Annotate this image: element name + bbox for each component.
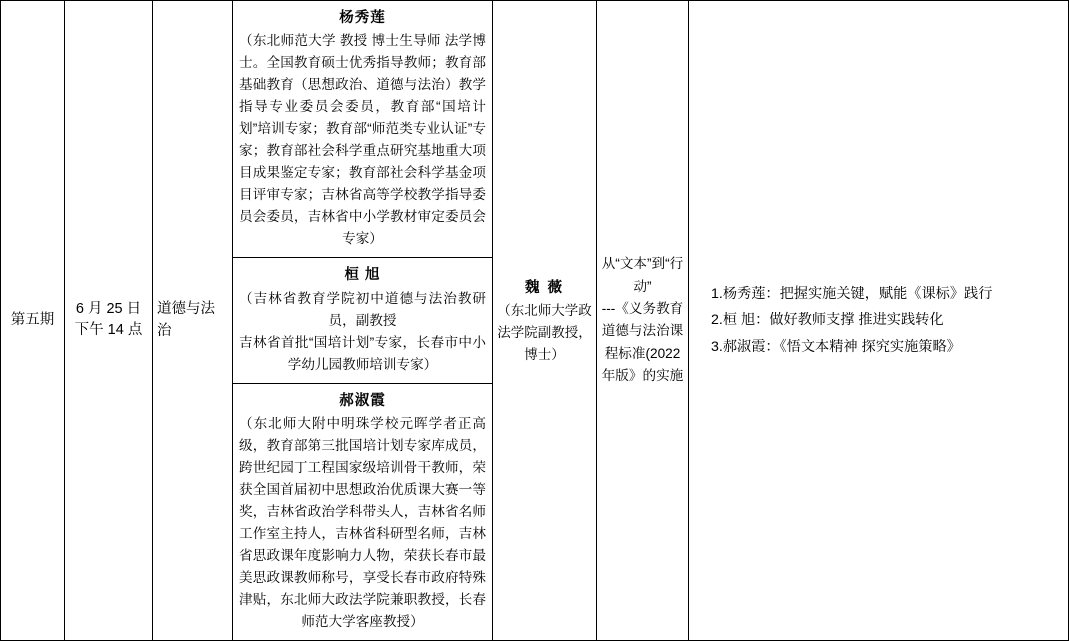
cell-period: [1, 1, 65, 641]
cell-topic: [597, 1, 689, 641]
expert-name: 郝淑霞: [339, 392, 386, 409]
host-name: 魏 薇: [524, 279, 565, 296]
expert-entry: [233, 1, 492, 258]
expert-entry: [233, 384, 492, 640]
cell-date: [65, 1, 153, 641]
expert-description: （东北师范大学 教授 博士生导师 法学博士。全国教育硕士优秀指导教师；教育部基础教育（思想政治、道德与法治）教学指导专业委员会委员，教育部“国培计划”培训专家；教育部“师范类专业认证”专家；教育部社会科学重点研究基地重大项目成果鉴定专家；教育部社会科学基金项目评审专家；吉林省高等学校教学指导委员会委员，吉林省中小学教材审定委员会专家）: [239, 33, 486, 247]
topic-text: 从“文本”到“行动” ---《义务教育道德与法治课程标准(2022 年版》的实施: [601, 256, 684, 384]
host-description: （东北师大学政法学院副教授，博士）: [497, 303, 592, 362]
cell-host: [493, 1, 597, 641]
detail-list: [693, 281, 1064, 360]
subject-label: 道德与法治: [157, 301, 215, 340]
cell-details: [689, 1, 1069, 641]
expert-name: 杨秀莲: [339, 10, 386, 26]
expert-entry: [233, 258, 492, 383]
cell-experts: [233, 1, 493, 641]
date-line-2: 下午 14 点: [74, 322, 143, 339]
date-line-1: 6 月 25 日: [75, 300, 142, 317]
expert-description: （吉林省教育学院初中道德与法治教研员，副教授 吉林省首批“国培计划”专家，长春市中小学幼儿园教师培训专家）: [239, 290, 486, 372]
expert-description: （东北师大附中明珠学校元晖学者正高级，教育部第三批国培计划专家库成员，跨世纪园丁工程国家级培训骨干教师，荣获全国首届初中思想政治优质课大赛一等奖，吉林省政治学科带头人，吉林省名师工作室主持人，吉林省科研型名师，吉林省思政课年度影响力人物，荣获长春市最美思政课教师称号，享受长春市政府特殊津贴，东北师大政法学院兼职教授，长春师范大学客座教授）: [239, 415, 486, 629]
expert-name: 桓 旭: [344, 267, 381, 284]
list-item: 1.杨秀莲：把握实施关键，赋能《课标》践行: [711, 286, 993, 303]
cell-subject: [153, 1, 233, 641]
table-row: [1, 1, 1069, 641]
period-label: 第五期: [10, 311, 55, 328]
list-item: 2.桓 旭：做好教师支撑 推进实践转化: [711, 312, 944, 329]
list-item: 3.郝淑霞：《悟文本精神 探究实施策略》: [711, 338, 961, 355]
